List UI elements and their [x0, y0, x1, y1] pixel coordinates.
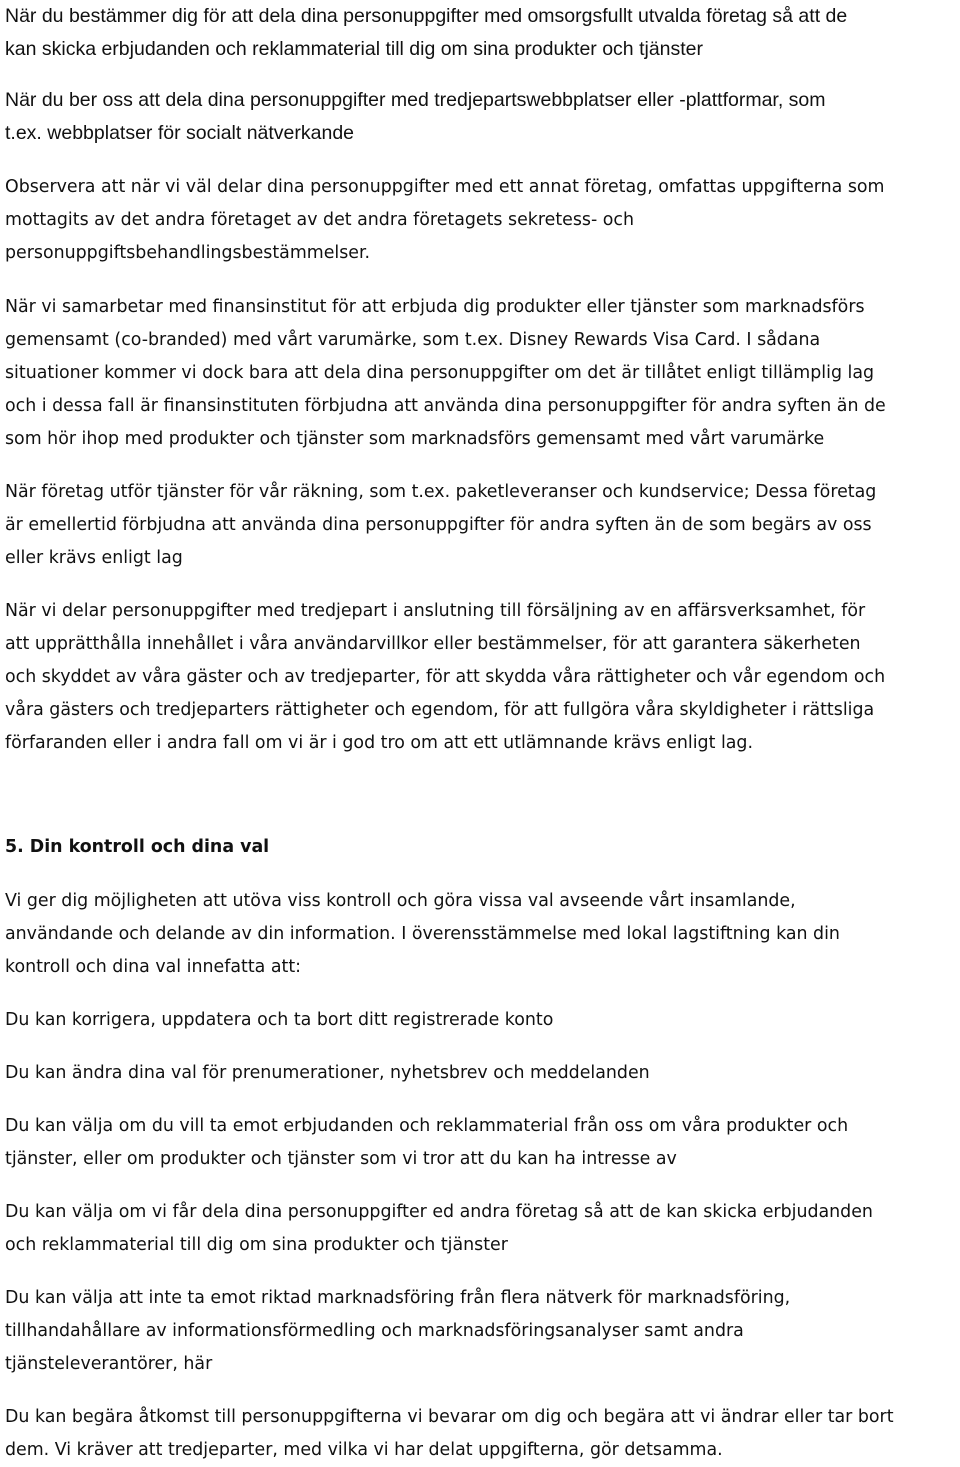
paragraph-business-sale — [5, 595, 957, 760]
text-line: situationer kommer vi dock bara att dela dina personuppgifter om det är tillåtet enligt tillämplig lag — [5, 363, 875, 383]
paragraph-share-selected-companies — [5, 0, 957, 66]
text-line: När du bestämmer dig för att dela dina personuppgifter med omsorgsfullt utvalda företag så att de — [5, 5, 848, 27]
text-line: våra gästers och tredjeparters rättigheter och egendom, för att fullgöra våra skyldigheter i rättsliga — [5, 700, 875, 720]
text-line: användande och delande av din information. I överensstämmelse med lokal lagstiftning kan din — [5, 924, 840, 944]
paragraph-targeted-marketing — [5, 1282, 957, 1381]
document-page — [5, 0, 957, 1467]
text-line: När du ber oss att dela dina personuppgifter med tredjepartswebbplatser eller -plattformar, som — [5, 89, 826, 111]
text-line: är emellertid förbjudna att använda dina personuppgifter för andra syften än de som begärs av oss — [5, 515, 872, 535]
text-line: Du kan begära åtkomst till personuppgifterna vi bevarar om dig och begära att vi ändrar eller tar bort — [5, 1407, 894, 1427]
text-line: Vi ger dig möjligheten att utöva viss kontroll och göra vissa val avseende vårt insamlande, — [5, 891, 796, 911]
text-line: Observera att när vi väl delar dina personuppgifter med ett annat företag, omfattas uppgifterna som — [5, 177, 885, 197]
text-line: tillhandahållare av informationsförmedling och marknadsföringsanalyser samt andra — [5, 1321, 744, 1341]
text-line: personuppgiftsbehandlingsbestämmelser. — [5, 243, 371, 263]
paragraph-third-party-websites — [5, 84, 957, 150]
text-line: dem. Vi kräver att tredjeparter, med vilka vi har delat uppgifterna, gör detsamma. — [5, 1440, 723, 1460]
text-line: gemensamt (co-branded) med vårt varumärke, som t.ex. Disney Rewards Visa Card. I sådana — [5, 330, 821, 350]
text-line: kontroll och dina val innefatta att: — [5, 957, 301, 977]
paragraph-change-subscriptions — [5, 1057, 957, 1090]
text-line: att upprätthålla innehållet i våra användarvillkor eller bestämmelser, för att garantera säkerheten — [5, 634, 861, 654]
text-line: och reklammaterial till dig om sina produkter och tjänster — [5, 1235, 508, 1255]
text-line: När vi delar personuppgifter med tredjepart i anslutning till försäljning av en affärsverksamhet, för — [5, 601, 866, 621]
text-line: Du kan välja om vi får dela dina personuppgifter ed andra företag så att de kan skicka erbjudanden — [5, 1202, 873, 1222]
text-line: mottagits av det andra företaget av det andra företagets sekretess- och — [5, 210, 634, 230]
text-fragment: t.ex. — [5, 122, 42, 144]
paragraph-share-choice — [5, 1196, 957, 1262]
paragraph-access-request — [5, 1401, 957, 1467]
text-fragment: webbplatser för socialt nätverkande — [41, 122, 355, 144]
text-line: som hör ihop med produkter och tjänster som marknadsförs gemensamt med vårt varumärke — [5, 429, 825, 449]
text-line: Du kan ändra dina val för prenumerationer, nyhetsbrev och meddelanden — [5, 1063, 650, 1083]
text-line: Du kan korrigera, uppdatera och ta bort ditt registrerade konto — [5, 1010, 554, 1030]
text-line: tjänster, eller om produkter och tjänster som vi tror att du kan ha intresse av — [5, 1149, 677, 1169]
paragraph-financial-institutions — [5, 291, 957, 456]
paragraph-services-on-our-behalf — [5, 476, 957, 575]
text-line: tjänsteleverantörer, här — [5, 1354, 213, 1374]
text-line: förfaranden eller i andra fall om vi är i god tro om att ett utlämnande krävs enligt lag. — [5, 733, 754, 753]
text-line: och skyddet av våra gäster och av tredjeparter, för att skydda våra rättigheter och vår egendom och — [5, 667, 886, 687]
text-line: Du kan välja om du vill ta emot erbjudanden och reklammaterial från oss om våra produkter och — [5, 1116, 849, 1136]
text-line: eller krävs enligt lag — [5, 548, 183, 568]
paragraph-offers-choice — [5, 1110, 957, 1176]
text-line: När företag utför tjänster för vår räkning, som t.ex. paketleveranser och kundservice; Dessa företag — [5, 482, 877, 502]
paragraph-correct-account — [5, 1004, 957, 1037]
paragraph-observe-notice — [5, 171, 957, 270]
text-line: När vi samarbetar med finansinstitut för att erbjuda dig produkter eller tjänster som marknadsförs — [5, 297, 865, 317]
text-line: kan skicka erbjudanden och reklammaterial till dig om sina produkter och tjänster — [5, 38, 704, 60]
text-line — [5, 117, 957, 150]
paragraph-control-intro — [5, 885, 957, 984]
section-heading: 5. Din kontroll och dina val — [5, 837, 270, 857]
text-line: och i dessa fall är finansinstituten förbjudna att använda dina personuppgifter för andra syften än de — [5, 396, 886, 416]
text-line: Du kan välja att inte ta emot riktad marknadsföring från flera nätverk för marknadsföring, — [5, 1288, 791, 1308]
